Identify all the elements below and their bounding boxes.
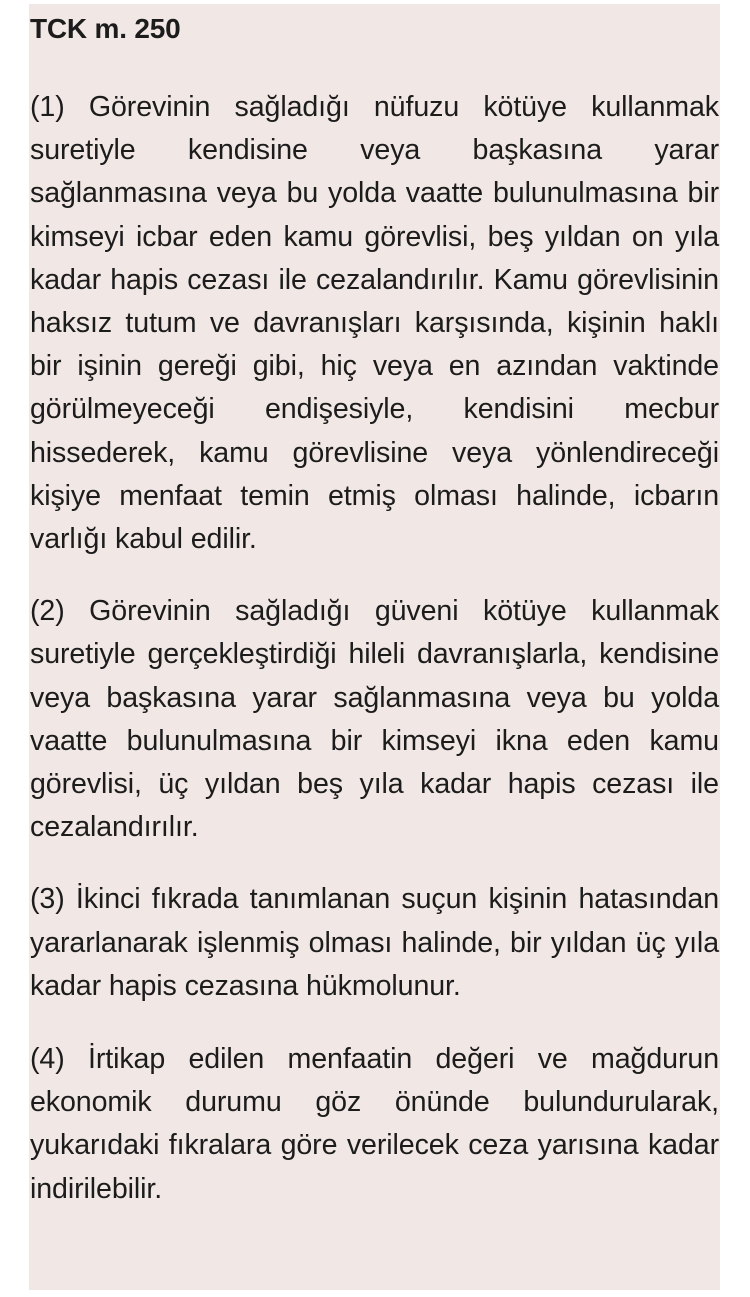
law-article-card [29, 4, 720, 1290]
paragraph-3: (3) İkinci fıkrada tanımlanan suçun kişinin hatasından yararlanarak işlenmiş olması halinde, bir yıldan üç yıla kadar hapis cezasına hükmolunur. [30, 883, 719, 1002]
paragraph-1: (1) Görevinin sağladığı nüfuzu kötüye kullanmak suretiyle kendisine veya başkasına yarar sağlanmasına veya bu yolda vaatte bulunulmasına bir kimseyi icbar eden kamu görevlisi, beş yıldan on yıla kadar hapis cezası ile cezalandırılır. Kamu görevlisinin haksız tutum ve davranışları karşısında, kişinin haklı bir işinin gereği gibi, hiç veya en azından vaktinde görülmeyeceği endişesiyle, kendisini mecbur hissederek, kamu görevlisine veya yönlendireceği kişiye menfaat temin etmiş olması halinde, icbarın varlığı kabul edilir. [30, 91, 719, 556]
paragraph-4: (4) İrtikap edilen menfaatin değeri ve mağdurun ekonomik durumu göz önünde bulundurularak, yukarıdaki fıkralara göre verilecek ceza yarısına kadar indirilebilir. [30, 1043, 719, 1205]
article-title: TCK m. 250 [30, 13, 181, 44]
paragraph-2: (2) Görevinin sağladığı güveni kötüye kullanmak suretiyle gerçekleştirdiği hileli davranışlarla, kendisine veya başkasına yarar sağlanmasına veya bu yolda vaatte bulunulmasına bir kimseyi ikna eden kamu görevlisi, üç yıldan beş yıla kadar hapis cezası ile cezalandırılır. [30, 595, 719, 844]
